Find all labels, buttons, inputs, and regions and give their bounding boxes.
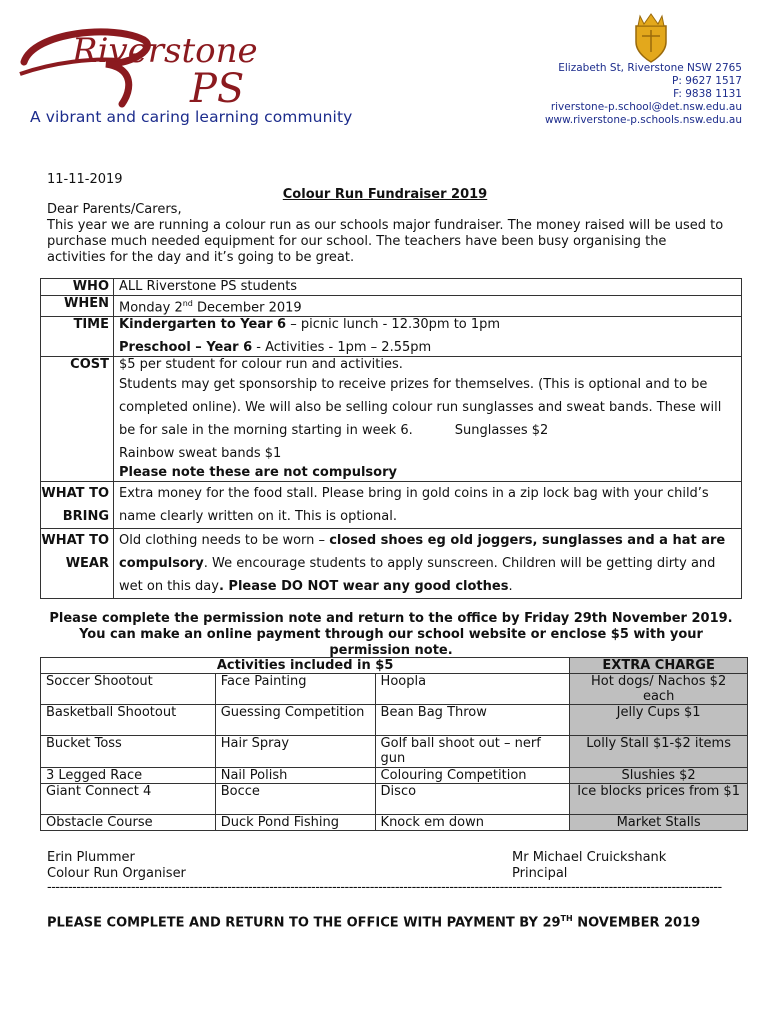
cost-note: Please note these are not compulsory [119,465,397,481]
time-2-bold: Preschool – Year 6 [119,340,253,356]
return-instruction [47,911,737,931]
activity-cell: Giant Connect 4 [41,784,216,815]
letter-title: Colour Run Fundraiser 2019 [282,187,488,202]
activity-cell: Bean Bag Throw [375,705,570,736]
principal-signature [512,850,666,882]
time-1: – picnic lunch - 12.30pm to 1pm [286,317,501,333]
extra-charge-header: EXTRA CHARGE [570,658,748,674]
activity-cell: Golf ball shoot out – nerf gun [375,736,570,768]
extra-charge-cell: Jelly Cups $1 [570,705,748,736]
contact-phone: P: 9627 1517 [672,75,742,87]
principal-role: Principal [512,866,568,881]
bring-row [41,482,742,529]
activities-body [41,674,748,831]
activity-cell: Obstacle Course [41,815,216,831]
logo-ps-text: PS [190,66,245,108]
activity-row [41,705,748,736]
wear-value [114,529,742,599]
extra-charge-cell: Ice blocks prices from $1 [570,784,748,815]
organiser-role: Colour Run Organiser [47,866,186,881]
who-row [41,279,742,296]
principal-name: Mr Michael Cruickshank [512,850,667,865]
activity-cell: Nail Polish [215,768,375,784]
activity-cell: Soccer Shootout [41,674,216,705]
activity-cell: Bocce [215,784,375,815]
wear-4-bold: . Please DO NOT wear any good clothes [218,579,509,595]
activity-row [41,784,748,815]
activity-cell: Guessing Competition [215,705,375,736]
activity-cell: Bucket Toss [41,736,216,768]
wear-5: . [508,579,513,595]
activity-cell: Hair Spray [215,736,375,768]
who-value: ALL Riverstone PS students [114,279,742,296]
activity-cell: Duck Pond Fishing [215,815,375,831]
extra-charge-cell: Hot dogs/ Nachos $2 each [570,674,748,705]
tagline: A vibrant and caring learning community [30,108,353,126]
letter-intro [47,202,727,266]
time-label: TIME [41,317,114,357]
cost-line-2-text: Students may get sponsorship to receive prizes for themselves. (This is optional and to be completed online). We will also be selling colour run sunglasses and sweat bands. These will be for sale in the morning starting in week 6. [119,377,722,439]
activities-header-row [41,658,748,674]
greeting: Dear Parents/Carers, [47,202,182,217]
wear-label: WHAT TO WEAR [41,529,114,599]
details-table [40,278,742,599]
extra-charge-cell: Lolly Stall $1-$2 items [570,736,748,768]
activity-cell: Colouring Competition [375,768,570,784]
extra-charge-cell: Market Stalls [570,815,748,831]
activity-cell: Hoopla [375,674,570,705]
when-sup: nd [182,299,193,308]
cost-line-3: Rainbow sweat bands $1 [119,446,282,462]
bring-value: Extra money for the food stall. Please bring in gold coins in a zip lock bag with your child’s name clearly written on it. This is optional. [114,482,742,529]
logo-script-text: Riverstone [72,31,258,71]
extra-charge-cell: Slushies $2 [570,768,748,784]
activity-cell: Basketball Shootout [41,705,216,736]
contact-website[interactable]: www.riverstone-p.schools.nsw.edu.au [544,114,742,126]
wear-row [41,529,742,599]
permission-notice: Please complete the permission note and return to the office by Friday 29th November 2019. You can make an online payment through our school website or enclose $5 with your permission note. [49,611,733,658]
cost-line-2 [119,373,736,442]
wear-2-bold: closed shoes eg old joggers, sunglasses and a hat are compulsory [119,533,726,572]
footer-post: NOVEMBER 2019 [572,915,701,931]
bring-label: WHAT TO BRING [41,482,114,529]
who-label: WHO [41,279,114,296]
activity-cell: 3 Legged Race [41,768,216,784]
activity-row [41,815,748,831]
school-logo [14,18,374,108]
contact-email[interactable]: riverstone-p.school@det.nsw.edu.au [550,101,742,113]
cost-row [41,357,742,482]
activity-cell: Face Painting [215,674,375,705]
cost-value [114,357,742,482]
organiser-name: Erin Plummer [47,850,135,865]
activity-row [41,674,748,705]
when-row [41,296,742,317]
activity-row [41,768,748,784]
contact-block [545,62,742,127]
activity-row [41,736,748,768]
cut-line: ----------------------------------------------------------------------------------------------------------------------------------------------------------------- [47,880,722,895]
time-2: - Activities - 1pm – 2.55pm [252,340,432,356]
time-row [41,317,742,357]
contact-fax: F: 9838 1131 [673,88,742,100]
footer-sup: TH [560,914,573,923]
wear-3: . We encourage students to apply sunscreen. Children will be getting dirty and wet on this day [119,556,716,595]
cost-label: COST [41,357,114,482]
intro-body: This year we are running a colour run as our schools major fundraiser. The money raised will be used to purchase much needed equipment for our school. The teachers have been busy organising the activities for the day and it’s going to be great. [47,218,724,265]
crest-icon [628,12,674,64]
activities-table [40,657,748,831]
organiser-signature [47,850,186,882]
when-day: Monday 2 [119,300,183,316]
time-value [114,317,742,357]
activity-cell: Disco [375,784,570,815]
when-month: December 2019 [192,300,302,316]
wear-1: Old clothing needs to be worn – [119,533,330,549]
activity-cell: Knock em down [375,815,570,831]
activities-header: Activities included in $5 [41,658,570,674]
cost-sunglasses: Sunglasses $2 [454,423,549,439]
when-label: WHEN [41,296,114,317]
time-1-bold: Kindergarten to Year 6 [119,317,287,333]
letter-date: 11-11-2019 [47,172,123,187]
footer-pre: PLEASE COMPLETE AND RETURN TO THE OFFICE WITH PAYMENT BY 29 [47,915,561,931]
cost-line-1: $5 per student for colour run and activities. [119,357,403,373]
contact-address: Elizabeth St, Riverstone NSW 2765 [558,62,742,74]
when-value [114,296,742,317]
